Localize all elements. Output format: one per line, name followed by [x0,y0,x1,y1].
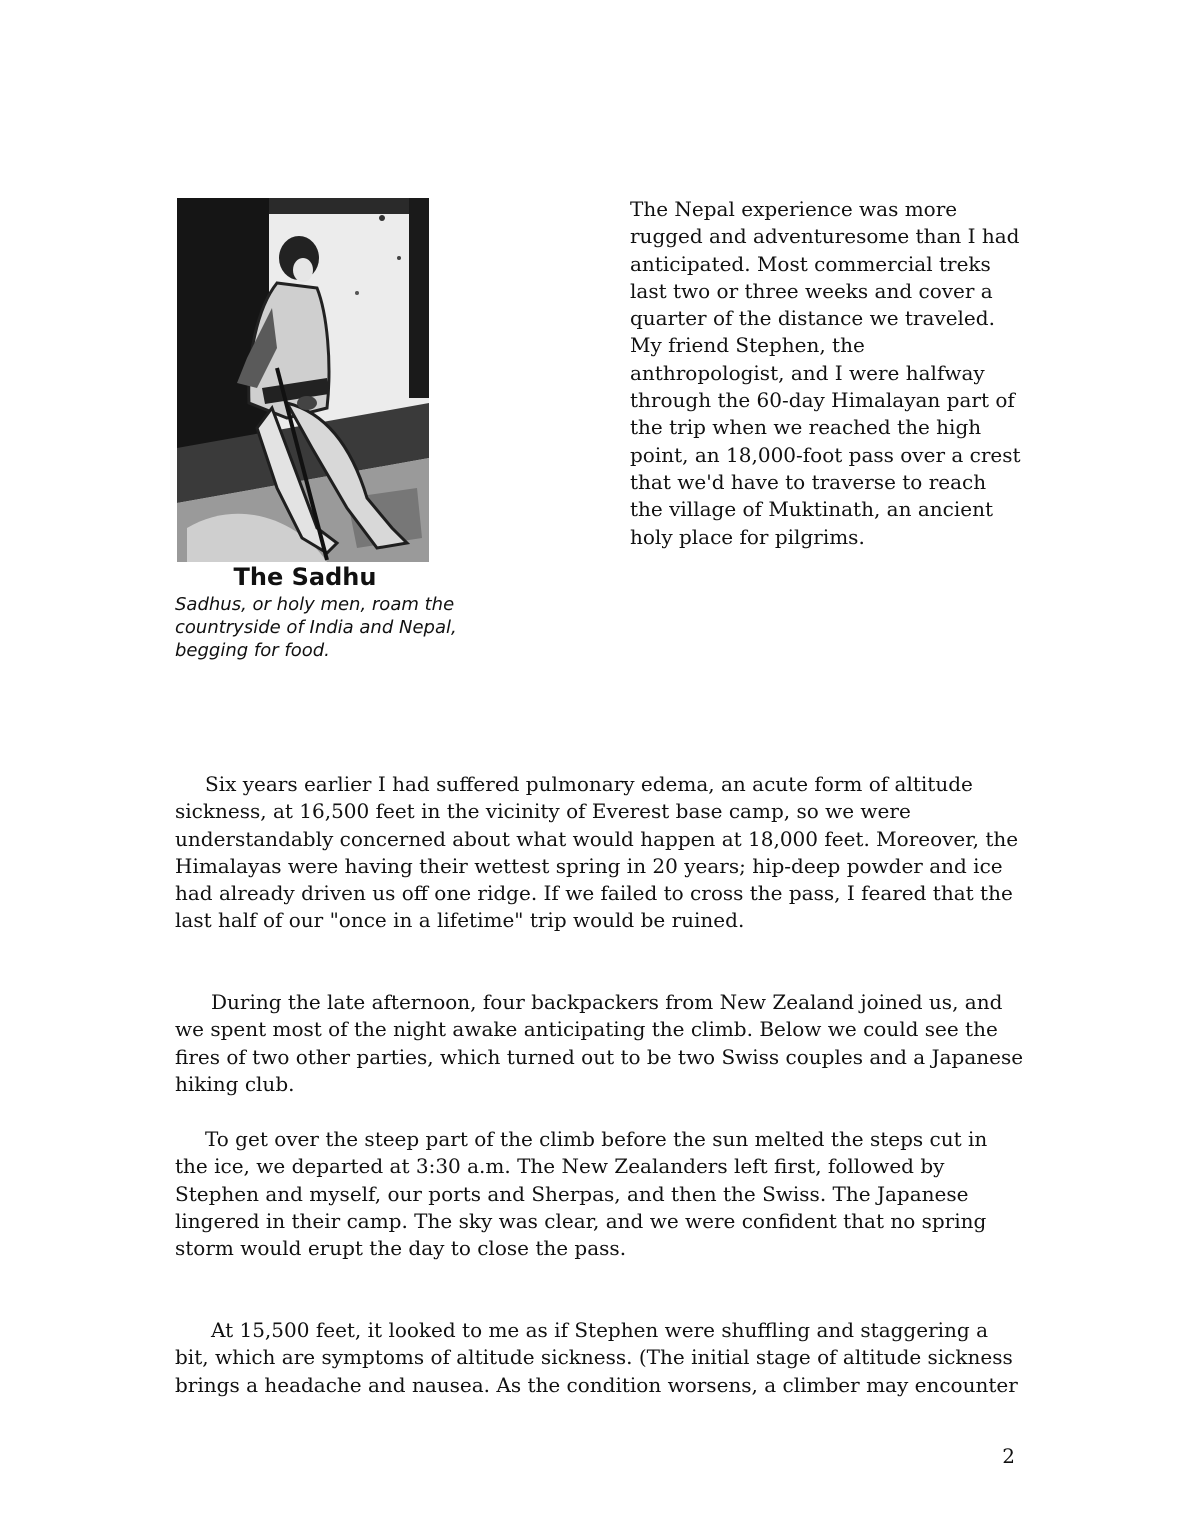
figure-caption: Sadhus, or holy men, roam the countryside of India and Nepal, begging for food. [175,594,457,661]
figure-title: The Sadhu [233,563,377,591]
body-paragraph [175,1317,1025,1399]
body-paragraph [175,771,1025,935]
sadhu-photo [177,198,429,562]
paragraph-text: To get over the steep part of the climb before the sun melted the steps cut in the ice, we departed at 3:30 a.m. The New Zealanders left first, followed by Stephen and myself, our ports and Sherpas, and then the Swiss. The Japanese lingered in their camp. The sky was clear, and we were confident that no spring storm would erupt the day to close the pass. [175,1127,988,1261]
paragraph-text: At 15,500 feet, it looked to me as if Stephen were shuffling and staggering a bit, which are symptoms of altitude sickness. (The initial stage of altitude sickness brings a headache and nausea. As the condition worsens, a climber may encounter [175,1318,1018,1397]
body-paragraph [175,989,1025,1098]
side-paragraph: The Nepal experience was more rugged and adventuresome than I had anticipated. Most commercial treks last two or three weeks and cover a quarter of the distance we traveled. My friend Stephen, the anthropologist, and I were halfway through the 60-day Himalayan part of the trip when we reached the high point, an 18,000-foot pass over a crest that we'd have to traverse to reach the village of Muktinath, an ancient holy place for pilgrims. [630,197,1021,549]
paragraph-text: During the late afternoon, four backpackers from New Zealand joined us, and we spent most of the night awake anticipating the climb. Below we could see the fires of two other parties, which turned out to be two Swiss couples and a Japanese hiking club. [175,990,1024,1096]
sadhu-photo-icon [177,198,429,562]
page-number: 2 [1002,1444,1015,1468]
body-paragraph [175,1126,1025,1262]
paragraph-text: Six years earlier I had suffered pulmonary edema, an acute form of altitude sickness, at 16,500 feet in the vicinity of Everest base camp, so we were understandably concerned about what would happen at 18,000 feet. Moreover, the Himalayas were having their wettest spring in 20 years; hip-deep powder and ice had already driven us off one ridge. If we failed to cross the pass, I feared that the last half of our "once in a lifetime" trip would be ruined. [175,772,1019,933]
